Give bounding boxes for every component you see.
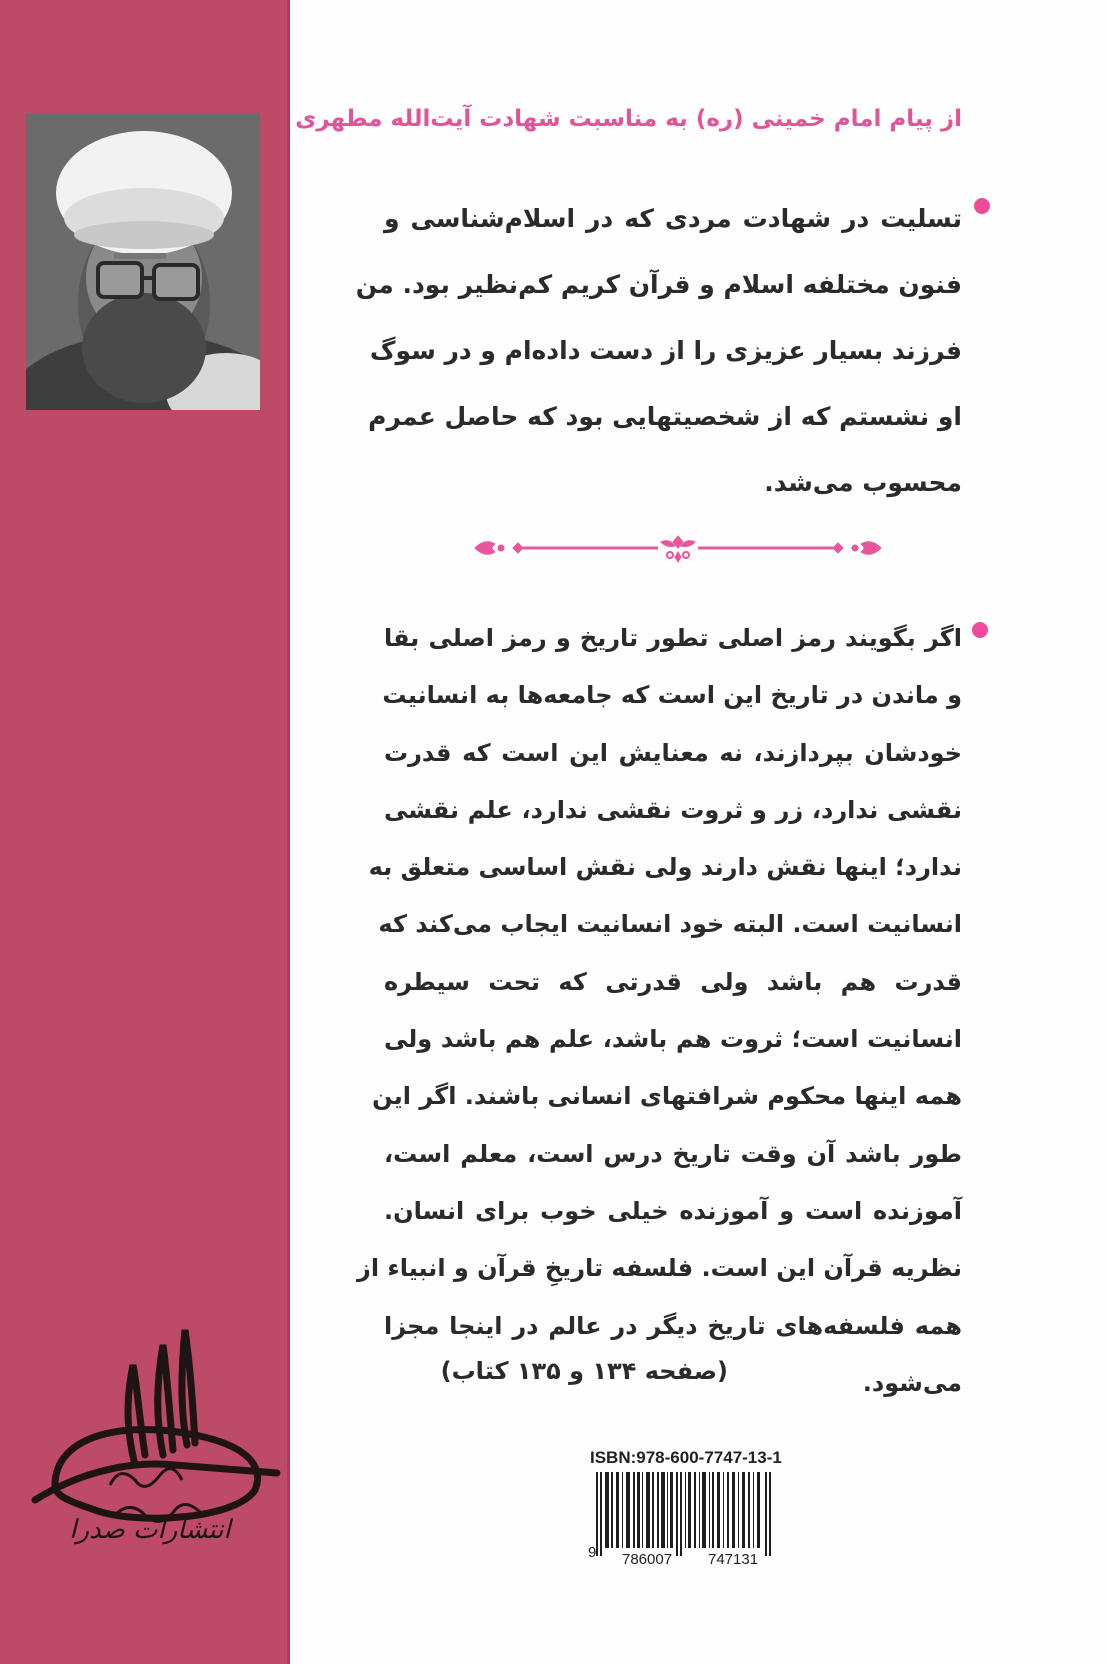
bullet-icon bbox=[974, 198, 990, 214]
paragraph-line: نظریه قرآن این است. فلسفه تاریخِ قرآن و انبیاء از bbox=[357, 1254, 962, 1283]
author-portrait-photo bbox=[26, 113, 260, 410]
paragraph-line: نقشی ندارد، زر و ثروت نقشی ندارد، علم نقشی bbox=[384, 795, 962, 824]
quote-heading: از پیام امام خمینی (ره) به مناسبت شهادت آیت‌الله مطهری bbox=[295, 106, 962, 132]
page-citation: (صفحه ۱۳۴ و ۱۳۵ کتاب) bbox=[440, 1357, 728, 1385]
barcode-icon bbox=[596, 1472, 772, 1556]
ornamental-divider bbox=[473, 530, 883, 566]
paragraph-line: قدرت هم باشد ولی قدرتی که تحت سیطره bbox=[384, 967, 962, 996]
paragraph-line: می‌شود. bbox=[862, 1368, 962, 1397]
paragraph-line: او نشستم که از شخصیتهایی بود که حاصل عمرم bbox=[368, 402, 962, 431]
isbn-barcode bbox=[596, 1472, 772, 1556]
paragraph-line: انسانیت است؛ ثروت هم باشد، علم هم باشد ولی bbox=[384, 1025, 962, 1054]
paragraph-line: همه اینها محکوم شرافتهای انسانی باشند. اگر این bbox=[372, 1082, 962, 1111]
paragraph-line: آموزنده است و آموزنده خیلی خوب برای انسان. bbox=[384, 1196, 962, 1225]
publisher-name: انتشارات صدرا bbox=[69, 1515, 231, 1545]
barcode-digits-right: 747131 bbox=[708, 1551, 759, 1568]
paragraph-line: فنون مختلفه اسلام و قرآن کریم کم‌نظیر بود. من bbox=[355, 270, 962, 299]
paragraph-line: اگر بگویند رمز اصلی تطور تاریخ و رمز اصلی بقا bbox=[384, 624, 962, 652]
isbn-label: ISBN:978-600-7747-13-1 bbox=[590, 1448, 782, 1467]
portrait-image-icon bbox=[26, 113, 260, 410]
paragraph-line: طور باشد آن وقت تاریخ درس است، معلم است، bbox=[384, 1139, 962, 1168]
paragraph-line: تسلیت در شهادت مردی که در اسلام‌شناسی و bbox=[384, 204, 962, 233]
paragraph-line: ندارد؛ اینها نقش دارند ولی نقش اساسی متعلق به bbox=[368, 853, 962, 882]
quote-paragraph-1 bbox=[355, 186, 962, 516]
barcode-digit-prefix: 9 bbox=[588, 1544, 597, 1561]
barcode-digits-left: 786007 bbox=[622, 1551, 673, 1568]
paragraph-line: محسوب می‌شد. bbox=[764, 468, 962, 497]
paragraph-line: و ماندن در تاریخ این است که جامعه‌ها به انسانیت bbox=[382, 681, 962, 710]
quote-paragraph-2 bbox=[357, 610, 962, 1412]
paragraph-line: فرزند بسیار عزیزی را از دست داده‌ام و در سوگ bbox=[369, 336, 962, 365]
paragraph-line: انسانیت است. البته خود انسانیت ایجاب می‌کند که bbox=[378, 910, 962, 939]
paragraph-line: خودشان بپردازند، نه معنایش این است که قدرت bbox=[384, 738, 962, 767]
flourish-divider-icon bbox=[473, 530, 883, 566]
bullet-icon bbox=[972, 622, 988, 638]
paragraph-line: همه فلسفه‌های تاریخ دیگر در عالم در اینجا مجزا bbox=[384, 1311, 962, 1340]
